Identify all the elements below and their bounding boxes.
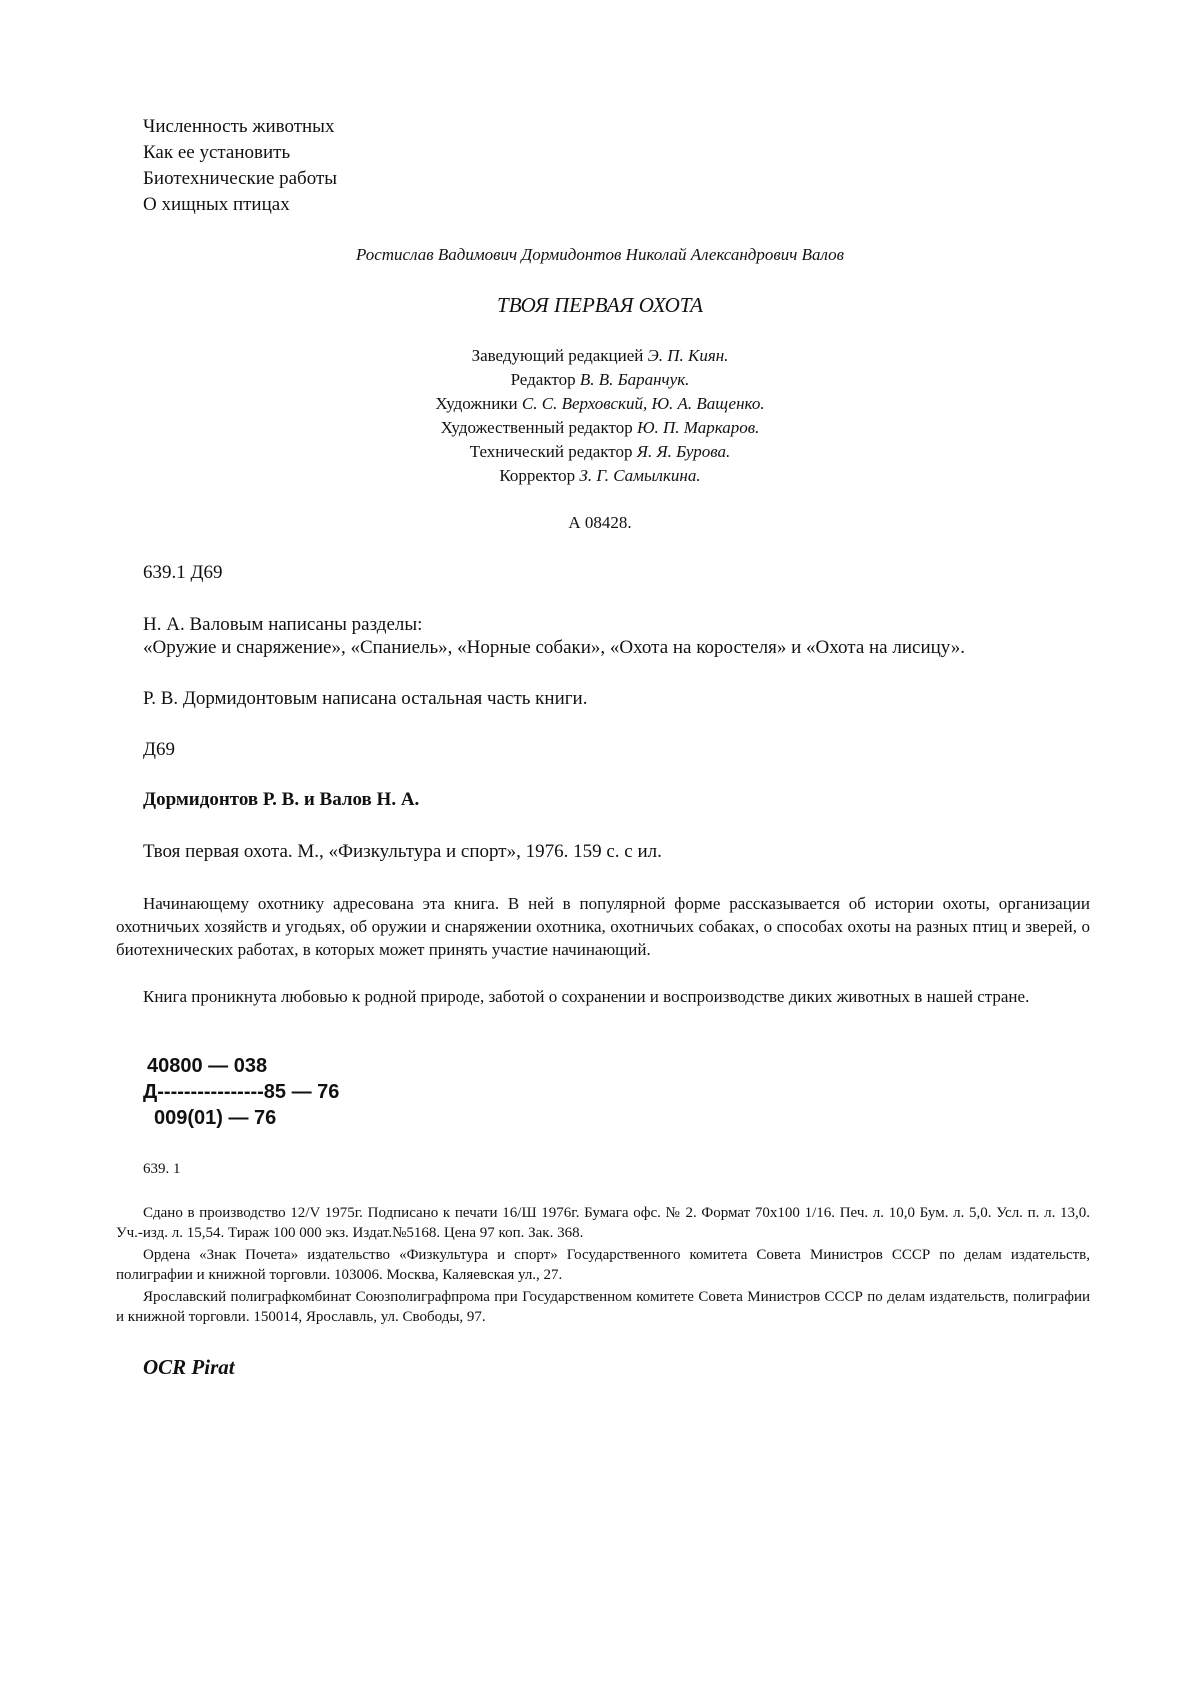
udc-code: 639.1 Д69 (143, 562, 223, 583)
credit-name: Э. П. Киян. (647, 346, 729, 365)
catalog-code-line: 40800 — 038 (147, 1055, 268, 1077)
author-heading: Дормидонтов Р. В. и Валов Н. А. (143, 789, 420, 810)
bbk-index: Д69 (143, 739, 175, 760)
annotation-paragraph: Начинающему охотнику адресована эта книга. В ней в популярной форме рассказывается об истории охоты, организации охотничьих хозяйств и угодьях, об оружии и снаряжении охотника, охотничьих собаках, о способах охоты на разных птиц и зверей, о биотехнических работах, в которых может принять участие начинающий. (116, 894, 1090, 959)
class-number: 639. 1 (143, 1161, 181, 1177)
credit-line (0, 370, 1200, 390)
credit-name: З. Г. Самылкина. (579, 466, 701, 485)
credit-role: Корректор (499, 466, 576, 485)
imprint-paragraph: Сдано в производство 12/V 1975г. Подписано к печати 16/Ш 1976г. Бумага офс. № 2. Формат 70x100 1/16. Печ. л. 10,0 Бум. л. 5,0. Усл. п. л. 13,0. Уч.-изд. л. 15,54. Тираж 100 000 экз. Издат.№5168. Цена 97 коп. Зак. 368. (116, 1205, 1090, 1241)
authorship-rest: Р. В. Дормидонтовым написана остальная часть книги. (143, 688, 588, 709)
credit-name: Я. Я. Бурова. (636, 442, 731, 461)
authorship-sections: «Оружие и снаряжение», «Спаниель», «Норные собаки», «Охота на коростеля» и «Охота на лисицу». (143, 637, 966, 658)
credit-line (0, 346, 1200, 366)
toc-item: Как ее установить (143, 142, 291, 163)
credit-line (0, 442, 1200, 462)
authorship-intro: Н. А. Валовым написаны разделы: (143, 614, 423, 635)
toc-item: Численность животных (143, 116, 335, 137)
credit-line (0, 466, 1200, 486)
license-code: А 08428. (568, 513, 632, 532)
signature: OCR Pirat (143, 1355, 235, 1379)
credit-line (0, 394, 1200, 414)
credit-role: Художники (435, 394, 518, 413)
annotation-paragraph: Книга проникнута любовью к родной природе, заботой о сохранении и воспроизводстве диких животных в нашей стране. (143, 987, 1030, 1006)
toc-item: Биотехнические работы (143, 168, 338, 189)
catalog-code-line: 009(01) — 76 (154, 1107, 277, 1129)
authors-line: Ростислав Вадимович Дормидонтов Николай Александрович Валов (355, 245, 845, 264)
imprint-paragraph: Ярославский полиграфкомбинат Союзполиграфпрома при Государственном комитете Совета Министров СССР по делам издательств, полиграфии и книжной торговли. 150014, Ярославль, ул. Свободы, 97. (116, 1289, 1090, 1325)
credit-role: Технический редактор (469, 442, 633, 461)
credit-role: Художественный редактор (440, 418, 633, 437)
bibliographic-line: Твоя первая охота. М., «Физкультура и спорт», 1976. 159 с. с ил. (143, 841, 662, 862)
credit-name: В. В. Баранчук. (579, 370, 690, 389)
credit-name: С. С. Верховский, Ю. А. Ващенко. (521, 394, 765, 413)
credit-role: Заведующий редакцией (471, 346, 644, 365)
imprint-paragraph: Ордена «Знак Почета» издательство «Физкультура и спорт» Государственного комитета Совета Министров СССР по делам издательств, полиграфии и книжной торговли. 103006. Москва, Каляевская ул., 27. (116, 1247, 1090, 1283)
catalog-code-line: Д----------------85 — 76 (143, 1081, 340, 1103)
credit-line (0, 418, 1200, 438)
credit-role: Редактор (510, 370, 576, 389)
credit-name: Ю. П. Маркаров. (636, 418, 760, 437)
toc-item: О хищных птицах (143, 194, 290, 215)
book-title: ТВОЯ ПЕРВАЯ ОХОТА (497, 293, 703, 317)
